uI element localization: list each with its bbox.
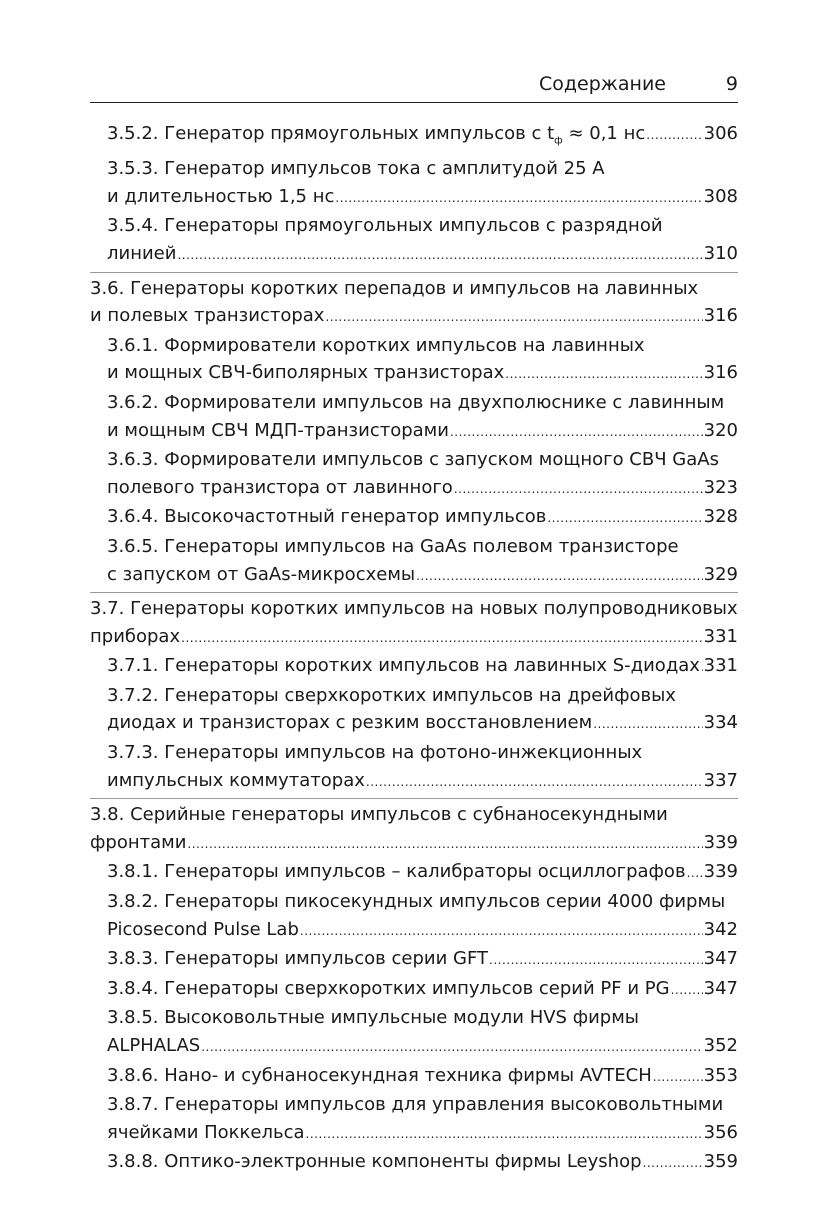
toc-page-number: 331 (703, 655, 738, 677)
dot-leader (547, 505, 702, 533)
dot-leader (489, 947, 703, 975)
toc-page-number: 339 (703, 831, 738, 853)
toc-entry-title-tail: ≈ 0,1 нс (562, 123, 646, 144)
toc-entry (90, 652, 738, 682)
toc-page-number: 356 (703, 1121, 738, 1143)
toc-entry-title (107, 652, 700, 680)
page-number: 9 (725, 73, 738, 95)
toc-entry-title-text: 3.5.2. Генератор прямоугольных импульсов с t (107, 123, 555, 144)
toc-entry-title (107, 561, 415, 589)
toc-entry-title (107, 503, 546, 531)
toc-entry-title-text: 3.8.1. Генераторы импульсов – калибраторы осциллографов (107, 861, 686, 883)
toc-entry-line: 3.5.4. Генераторы прямоугольных импульсов с разрядной (107, 215, 663, 237)
toc-entry-final-line (107, 1032, 738, 1062)
toc-entry (90, 798, 738, 858)
toc-entry-line: 3.8.5. Высоковольтные импульсные модули HVS фирмы (107, 1007, 639, 1029)
toc-entry-title-text: полевого транзистора от лавинного (107, 476, 453, 498)
toc-entry (90, 1091, 738, 1148)
toc-page-number: 337 (703, 769, 738, 791)
toc-entry-title (90, 302, 324, 330)
toc-entry (90, 1004, 738, 1061)
toc-page-number: 316 (703, 362, 738, 384)
toc-entry-final-line (90, 829, 738, 859)
dot-leader (201, 1034, 702, 1062)
toc-entry-final-line (107, 183, 738, 213)
toc-entry-final-line (107, 1062, 738, 1092)
toc-entry-title-text: 3.6.4. Высокочастотный генератор импульсов (107, 506, 547, 528)
toc-entry-final-line (107, 120, 738, 155)
dot-leader (687, 860, 703, 888)
dot-leader (325, 304, 702, 332)
toc-entry-title-text: 3.8.3. Генераторы импульсов серии GFT (107, 948, 488, 970)
dot-leader (454, 476, 703, 504)
toc-page-number: 342 (703, 918, 738, 940)
toc-page-number: 347 (703, 977, 738, 999)
toc-entry-title (90, 829, 186, 857)
dot-leader (653, 1064, 703, 1092)
toc-entry-final-line (107, 1148, 738, 1178)
toc-entry-final-line (107, 858, 738, 888)
toc-entry-subscript: ф (554, 135, 563, 147)
dot-leader (450, 419, 703, 447)
toc-entry (90, 1148, 738, 1178)
toc-entry-line: 3.6.1. Формирователи коротких импульсов на лавинных (107, 334, 645, 356)
toc-entry-final-line (107, 359, 738, 389)
dot-leader (416, 563, 703, 591)
toc-entry-title-text: и мощных СВЧ-биполярных транзисторах (107, 362, 505, 384)
toc-entry (90, 272, 738, 332)
dot-leader (177, 242, 702, 270)
toc-entry-final-line (107, 417, 738, 447)
toc-entry-line: 3.7.3. Генераторы импульсов на фотоно-инжекционных (107, 742, 643, 764)
toc-entry-title-text: фронтами (90, 831, 187, 853)
toc-entry-title (107, 709, 592, 737)
toc-entry-title (107, 916, 299, 944)
toc-page-number: 308 (703, 185, 738, 207)
toc-entry-line: 3.6. Генераторы коротких перепадов и импульсов на лавинных (90, 277, 699, 299)
toc-entry-title-text: ALPHALAS (107, 1035, 201, 1056)
toc-entry-line: 3.6.3. Формирователи импульсов с запуском мощного СВЧ GaAs (107, 449, 719, 471)
toc-entry-line: 3.7.2. Генераторы сверхкоротких импульсов на дрейфовых (107, 684, 676, 706)
toc-entry-title (107, 359, 504, 387)
toc-entry-final-line (107, 561, 738, 591)
toc-entry-final-line (107, 240, 738, 270)
table-of-contents (90, 120, 738, 1178)
toc-entry-title (107, 120, 645, 155)
toc-entry-line: 3.8.7. Генераторы импульсов для управления высоковольтными (107, 1094, 724, 1116)
toc-entry (90, 739, 738, 796)
dot-leader (646, 122, 702, 150)
toc-entry-final-line (90, 623, 738, 653)
toc-entry (90, 888, 738, 945)
toc-entry-title-text: и мощным СВЧ МДП-транзисторами (107, 419, 449, 441)
toc-entry (90, 858, 738, 888)
toc-entry-title-text: 3.8.4. Генераторы сверхкоротких импульсов серий PF и PG (107, 977, 670, 999)
toc-entry (90, 446, 738, 503)
dot-leader (593, 711, 702, 739)
toc-entry (90, 212, 738, 269)
toc-entry-title (107, 1032, 200, 1060)
header-title: Содержание (539, 73, 666, 95)
toc-entry-line: 3.6.5. Генераторы импульсов на GaAs полевом транзисторе (107, 535, 679, 557)
toc-page-number: 347 (703, 948, 738, 970)
toc-entry-final-line (107, 503, 738, 533)
toc-entry (90, 975, 738, 1005)
toc-page-number: 316 (703, 305, 738, 327)
toc-entry-title (107, 767, 365, 795)
toc-entry (90, 945, 738, 975)
toc-entry-line: 3.6.2. Формирователи импульсов на двухполюснике с лавинным (107, 391, 725, 413)
toc-page-number: 353 (703, 1064, 738, 1086)
toc-entry-title (107, 1062, 652, 1090)
toc-entry-final-line (107, 1119, 738, 1149)
dot-leader (643, 1150, 703, 1178)
toc-entry-title-text: и полевых транзисторах (90, 305, 325, 327)
dot-leader (300, 918, 703, 946)
dot-leader (187, 831, 702, 859)
toc-entry (90, 389, 738, 446)
toc-page-number: 329 (703, 563, 738, 585)
running-header (90, 70, 738, 103)
dot-leader (505, 361, 702, 389)
toc-entry-title-text: линией (107, 242, 177, 264)
dot-leader (701, 654, 703, 682)
toc-page-number: 306 (703, 123, 738, 144)
toc-page-number: 328 (703, 506, 738, 528)
toc-entry (90, 155, 738, 212)
toc-entry-title-text: 3.8.6. Нано- и субнаносекундная техника фирмы AVTECH (107, 1064, 652, 1086)
toc-page-number: 352 (703, 1035, 738, 1056)
toc-entry-final-line (90, 302, 738, 332)
toc-entry-final-line (107, 916, 738, 946)
toc-entry-title (107, 240, 176, 268)
toc-entry-final-line (107, 975, 738, 1005)
toc-entry-title-text: 3.8.8. Оптико-электронные компоненты фирмы Leyshop (107, 1151, 642, 1173)
toc-entry (90, 533, 738, 590)
toc-entry-final-line (107, 652, 738, 682)
toc-entry-final-line (107, 709, 738, 739)
toc-entry-title (107, 183, 334, 211)
toc-entry (90, 1062, 738, 1092)
toc-entry-title (107, 417, 449, 445)
toc-entry-final-line (107, 945, 738, 975)
toc-entry-title (90, 623, 180, 651)
toc-entry-final-line (107, 474, 738, 504)
toc-page-number: 359 (703, 1151, 738, 1173)
toc-entry-title (107, 858, 686, 886)
toc-entry-line: 3.8.2. Генераторы пикосекундных импульсов серии 4000 фирмы (107, 891, 726, 913)
toc-entry-line: 3.5.3. Генератор импульсов тока с амплитудой 25 А (107, 158, 605, 180)
dot-leader (366, 769, 703, 797)
toc-entry-title-text: импульсных коммутаторах (107, 769, 365, 791)
toc-page-number: 334 (703, 712, 738, 734)
dot-leader (671, 977, 703, 1005)
toc-entry-title (107, 975, 670, 1003)
toc-entry-line: 3.8. Серийные генераторы импульсов с субнаносекундными (90, 804, 668, 826)
toc-page-number: 339 (703, 861, 738, 883)
toc-entry-title (107, 945, 488, 973)
toc-entry-final-line (107, 767, 738, 797)
toc-entry-title (107, 1148, 642, 1176)
toc-entry-title-text: с запуском от GaAs-микросхемы (107, 563, 416, 585)
toc-entry (90, 120, 738, 155)
toc-entry (90, 592, 738, 652)
toc-page-number: 331 (703, 625, 738, 647)
toc-entry-title-text: 3.7.1. Генераторы коротких импульсов на лавинных S-диодах (107, 655, 700, 677)
toc-page-number: 323 (703, 476, 738, 498)
toc-entry-title (107, 474, 453, 502)
toc-entry (90, 682, 738, 739)
toc-page-number: 320 (703, 419, 738, 441)
toc-entry-title-text: ячейками Поккельса (107, 1121, 305, 1143)
toc-entry (90, 332, 738, 389)
toc-page-number: 310 (703, 242, 738, 264)
dot-leader (335, 185, 702, 213)
toc-entry-title-text: и длительностью 1,5 нс (107, 185, 335, 207)
toc-entry-title-text: Picosecond Pulse Lab (107, 918, 299, 940)
toc-entry-title-text: диодах и транзисторах с резким восстановлением (107, 712, 593, 734)
toc-entry (90, 503, 738, 533)
toc-entry-title (107, 1119, 305, 1147)
dot-leader (306, 1121, 703, 1149)
toc-entry-line: 3.7. Генераторы коротких импульсов на новых полупроводниковых (90, 598, 738, 620)
dot-leader (181, 625, 703, 653)
toc-entry-title-text: приборах (90, 625, 181, 647)
